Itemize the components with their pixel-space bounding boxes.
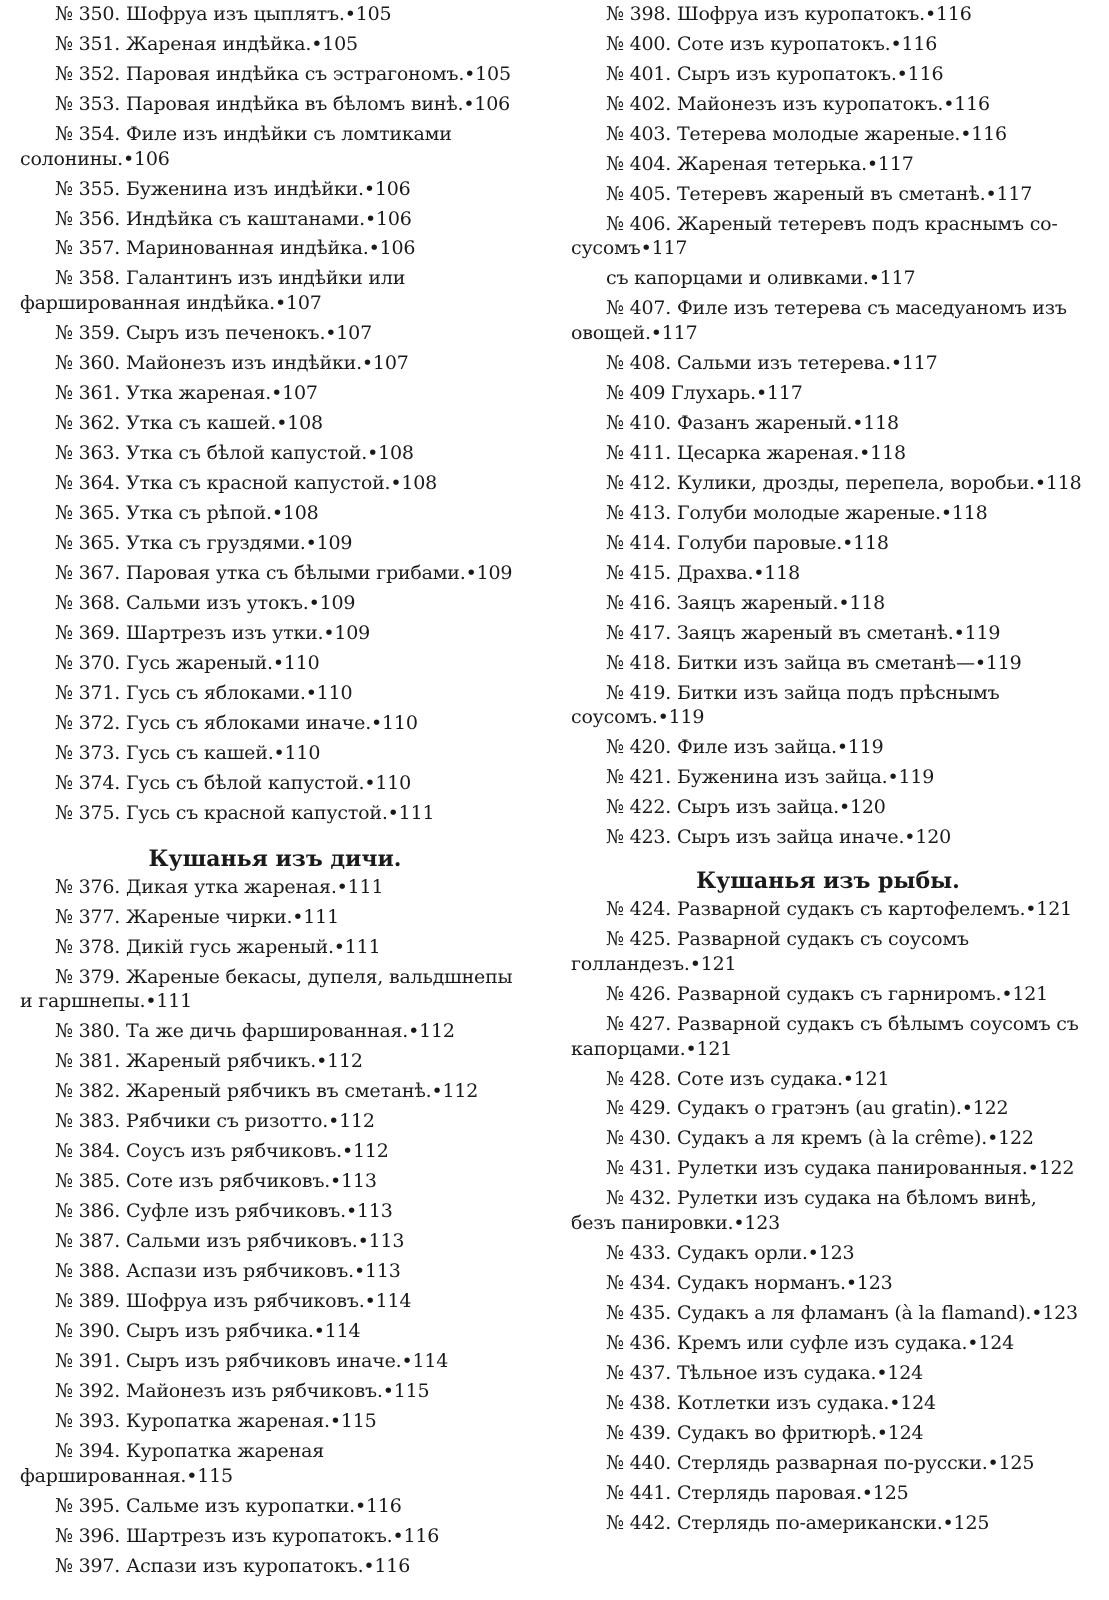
- list-item: № 381. Жареный рябчикъ.•112: [55, 1050, 363, 1073]
- list-item: № 386. Суфле изъ рябчиковъ.•113: [55, 1200, 393, 1223]
- list-item: № 384. Соусъ изъ рябчиковъ.•112: [55, 1140, 389, 1163]
- list-item: № 391. Сыръ изъ рябчиковъ иначе.•114: [55, 1350, 449, 1373]
- list-item: № 356. Индѣйка съ каштанами.•106: [55, 207, 412, 230]
- list-item: № 435. Судакъ а ля фламанъ (à la flamand).•123: [606, 1301, 1078, 1324]
- list-item: № 382. Жареный рябчикъ въ сметанѣ.•112: [55, 1080, 479, 1103]
- list-item: № 428. Соте изъ судака.•121: [606, 1067, 890, 1090]
- list-item: № 424. Разварной судакъ съ картофелемъ.•121: [606, 898, 1072, 921]
- list-item: № 367. Паровая утка съ бѣлыми грибами.•109: [55, 561, 513, 584]
- list-item: № 414. Голуби паровые.•118: [606, 531, 889, 554]
- list-item: № 404. Жареная тетерька.•117: [606, 152, 914, 175]
- section-heading-game: Кушанья изъ дичи.: [148, 845, 402, 872]
- left-entries-meat: [20, 2, 530, 831]
- list-item: № 351. Жареная индѣйка.•105: [55, 32, 358, 55]
- list-item: № 398. Шофруа изъ куропатокъ.•116: [606, 3, 972, 25]
- list-item: № 385. Соте изъ рябчиковъ.•113: [55, 1170, 377, 1193]
- list-item: № 370. Гусь жареный.•110: [55, 651, 320, 674]
- list-item: № 429. Судакъ о гратэнъ (au gratin).•122: [606, 1097, 1009, 1120]
- list-item: № 423. Сыръ изъ зайца иначе.•120: [606, 826, 951, 849]
- list-item: № 364. Утка съ красной капустой.•108: [55, 471, 438, 494]
- list-item: № 437. Тѣльное изъ судака.•124: [606, 1361, 924, 1384]
- list-item: № 436. Кремъ или суфле изъ судака.•124: [606, 1331, 1014, 1354]
- list-item: № 412. Кулики, дрозды, перепела, воробьи.•118: [606, 471, 1082, 494]
- list-item: № 358. Галантинъ изъ индѣйки или фаршированная индѣйка.•107: [20, 267, 406, 315]
- list-item: № 417. Заяцъ жареный въ сметанѣ.•119: [606, 621, 1001, 644]
- list-item: № 420. Филе изъ зайца.•119: [606, 736, 884, 759]
- list-item: № 442. Стерлядь по-американски.•125: [606, 1511, 990, 1534]
- list-item: № 425. Разварной судакъ съ соусомъ голландезъ.•121: [571, 928, 969, 975]
- list-item: № 411. Цесарка жареная.•118: [606, 441, 906, 464]
- list-item: № 355. Буженина изъ индѣйки.•106: [55, 177, 411, 200]
- list-item: № 441. Стерлядь паровая.•125: [606, 1481, 909, 1504]
- list-item: № 401. Сыръ изъ куропатокъ.•116: [606, 62, 944, 85]
- list-item: № 373. Гусь съ кашей.•110: [55, 741, 321, 764]
- list-item: № 405. Тетеревъ жареный въ сметанѣ.•117: [606, 182, 1033, 205]
- list-item: № 393. Куропатка жареная.•115: [55, 1410, 377, 1433]
- list-item: № 395. Сальме изъ куропатки.•116: [55, 1494, 402, 1517]
- list-item: съ капорцами и оливками.•117: [606, 267, 916, 290]
- list-item: № 387. Сальми изъ рябчиковъ.•113: [55, 1230, 405, 1253]
- list-item: № 383. Рябчики съ ризотто.•112: [55, 1110, 375, 1133]
- list-item: № 390. Сыръ изъ рябчика.•114: [55, 1320, 361, 1343]
- list-item: № 352. Паровая индѣйка съ эстрагономъ.•105: [55, 62, 511, 85]
- list-item: № 361. Утка жареная.•107: [55, 382, 318, 405]
- list-item: № 422. Сыръ изъ зайца.•120: [606, 796, 886, 819]
- list-item: № 379. Жареные бекасы, дупеля, вальдшнепы и гаршнепы.•111: [20, 965, 513, 1013]
- list-item: № 357. Маринованная индѣйка.•106: [55, 237, 416, 260]
- list-item: № 433. Судакъ орли.•123: [606, 1242, 855, 1265]
- list-item: № 418. Битки изъ зайца въ сметанѣ—•119: [606, 651, 1022, 674]
- list-item: № 400. Соте изъ куропатокъ.•116: [606, 32, 938, 55]
- list-item: № 421. Буженина изъ зайца.•119: [606, 766, 935, 789]
- list-item: № 408. Сальми изъ тетерева.•117: [606, 352, 938, 375]
- list-item: № 377. Жареные чирки.•111: [55, 905, 339, 928]
- list-item: № 389. Шофруа изъ рябчиковъ.•114: [55, 1290, 412, 1313]
- left-column: [20, 2, 530, 1584]
- list-item: № 350. Шофруа изъ цыплятъ.•105: [55, 3, 392, 25]
- list-item: № 406. Жареный тетеревъ подъ краснымъ со-сусомъ•117: [571, 212, 1058, 260]
- list-item: № 376. Дикая утка жареная.•111: [55, 875, 384, 898]
- right-entries-fish: [571, 897, 1085, 1540]
- list-item: № 375. Гусь съ красной капустой.•111: [55, 801, 435, 824]
- list-item: № 354. Филе изъ индѣйки съ ломтиками солонины.•106: [20, 122, 452, 170]
- list-item: № 360. Майонезъ изъ индѣйки.•107: [55, 352, 409, 375]
- list-item: № 407. Филе изъ тетерева съ маседуаномъ изъ овощей.•117: [571, 297, 1067, 345]
- list-item: № 415. Драхва.•118: [606, 561, 800, 584]
- list-item: № 380. Та же дичь фаршированная.•112: [55, 1020, 455, 1043]
- list-item: № 403. Тетерева молодые жареные.•116: [606, 122, 1007, 145]
- section-heading-fish: Кушанья изъ рыбы.: [696, 868, 960, 895]
- right-column: [571, 2, 1085, 1541]
- list-item: № 378. Дикiй гусь жареный.•111: [55, 935, 381, 958]
- list-item: № 397. Аспази изъ куропатокъ.•116: [55, 1554, 411, 1577]
- list-item: № 434. Судакъ норманъ.•123: [606, 1272, 893, 1294]
- list-item: № 440. Стерлядь разварная по-русски.•125: [606, 1451, 1035, 1474]
- list-item: № 368. Сальми изъ утокъ.•109: [55, 591, 356, 614]
- list-item: № 362. Утка съ кашей.•108: [55, 412, 323, 434]
- list-item: № 410. Фазанъ жареный.•118: [606, 412, 899, 434]
- list-item: № 359. Сыръ изъ печенокъ.•107: [55, 322, 372, 345]
- list-item: № 374. Гусь съ бѣлой капустой.•110: [55, 771, 412, 794]
- list-item: № 392. Майонезъ изъ рябчиковъ.•115: [55, 1380, 430, 1403]
- left-entries-game: [20, 875, 530, 1584]
- list-item: № 396. Шартрезъ изъ куропатокъ.•116: [55, 1524, 440, 1547]
- right-entries-game: [571, 2, 1085, 855]
- list-item: № 363. Утка съ бѣлой капустой.•108: [55, 441, 414, 464]
- list-item: № 394. Куропатка жареная фаршированная.•115: [20, 1440, 324, 1487]
- list-item: № 365. Утка съ груздями.•109: [55, 531, 353, 554]
- list-item: № 432. Рулетки изъ судака на бѣломъ винѣ, безъ панировки.•123: [571, 1187, 1037, 1235]
- list-item: № 431. Рулетки изъ судака панированныя.•122: [606, 1157, 1075, 1180]
- list-item: № 416. Заяцъ жареный.•118: [606, 591, 886, 614]
- list-item: № 427. Разварной судакъ съ бѣлымъ соусомъ съ капорцами.•121: [571, 1012, 1079, 1060]
- list-item: № 430. Судакъ а ля кремъ (à la crême).•122: [606, 1127, 1034, 1150]
- list-item: № 365. Утка съ рѣпой.•108: [55, 501, 319, 524]
- list-item: № 413. Голуби молодые жареные.•118: [606, 501, 988, 524]
- list-item: № 372. Гусь съ яблоками иначе.•110: [55, 711, 418, 734]
- list-item: № 353. Паровая индѣйка въ бѣломъ винѣ.•106: [55, 92, 511, 115]
- list-item: № 388. Аспази изъ рябчиковъ.•113: [55, 1260, 401, 1283]
- list-item: № 402. Майонезъ изъ куропатокъ.•116: [606, 92, 990, 115]
- list-item: № 371. Гусь съ яблоками.•110: [55, 681, 353, 704]
- list-item: № 369. Шартрезъ изъ утки.•109: [55, 621, 371, 644]
- list-item: № 438. Котлетки изъ судака.•124: [606, 1391, 936, 1414]
- list-item: № 439. Судакъ во фритюрѣ.•124: [606, 1421, 924, 1444]
- list-item: № 419. Битки изъ зайца подъ прѣснымъ соусомъ.•119: [571, 681, 1000, 729]
- list-item: № 409 Глухарь.•117: [606, 382, 803, 405]
- list-item: № 426. Разварной судакъ съ гарниромъ.•121: [606, 982, 1049, 1005]
